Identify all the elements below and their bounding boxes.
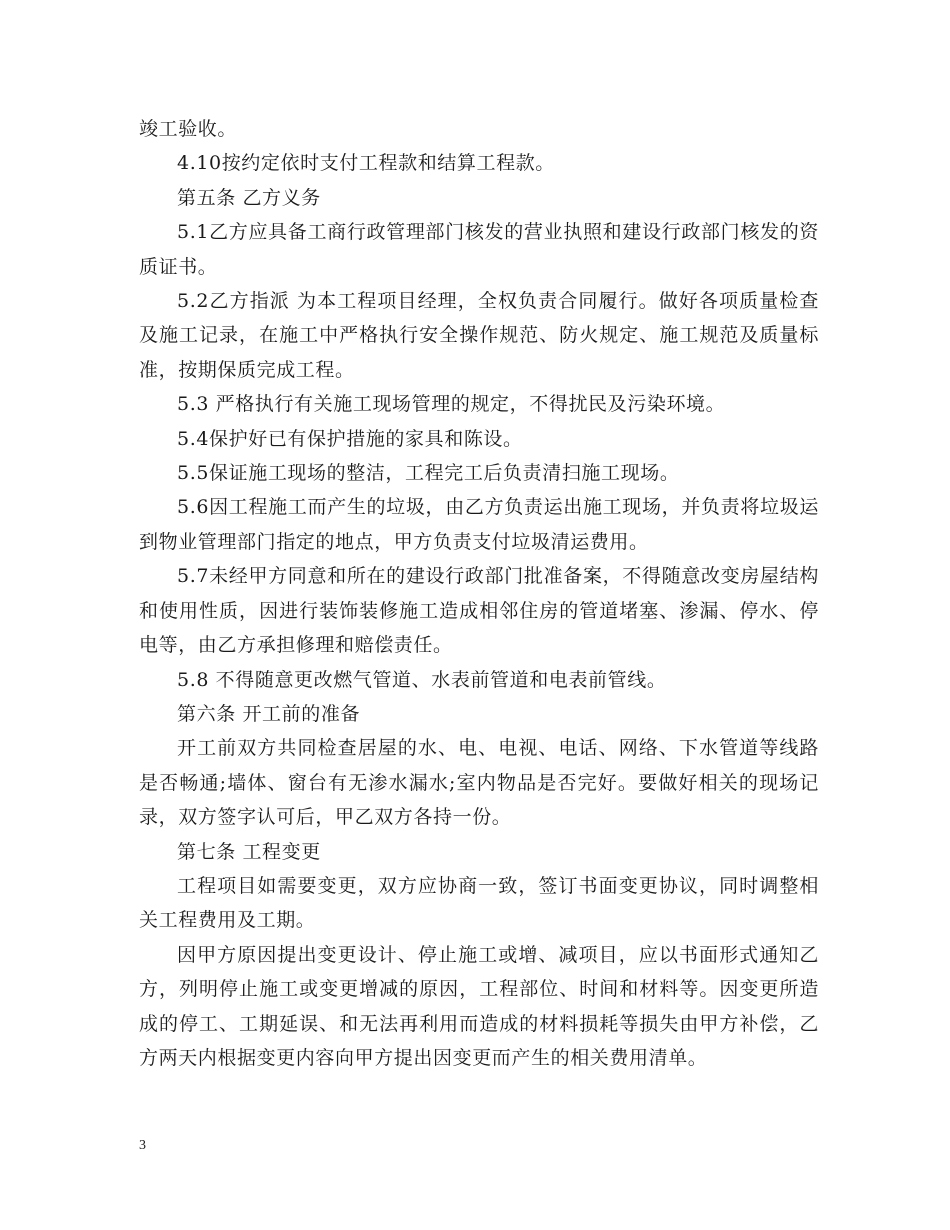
paragraph: 5.4保护好已有保护措施的家具和陈设。 bbox=[177, 427, 523, 450]
paragraph: 5.7未经甲方同意和所在的建设行政部门批准备案，不得随意改变房屋结构和使用性质，因进行装饰装修施工造成相邻住房的管道堵塞、渗漏、停水、停电等，由乙方承担修理和赔偿责任。 bbox=[139, 565, 819, 657]
section-heading: 第七条 工程变更 bbox=[177, 840, 321, 863]
paragraph: 工程项目如需要变更，双方应协商一致，签订书面变更协议，同时调整相关工程费用及工期。 bbox=[139, 874, 819, 932]
paragraph: 4.10按约定依时支付工程款和结算工程款。 bbox=[177, 152, 555, 175]
document-body bbox=[139, 112, 819, 1075]
paragraph: 开工前双方共同检查居屋的水、电、电视、电话、网络、下水管道等线路是否畅通;墙体、窗台有无渗水漏水;室内物品是否完好。要做好相关的现场记录，双方签字认可后，甲乙双方各持一份。 bbox=[139, 737, 819, 829]
paragraph: 竣工验收。 bbox=[139, 118, 238, 140]
page-number: 3 bbox=[139, 1138, 146, 1153]
paragraph: 5.1乙方应具备工商行政管理部门核发的营业执照和建设行政部门核发的资质证书。 bbox=[139, 221, 819, 278]
paragraph: 5.5保证施工现场的整洁，工程完工后负责清扫施工现场。 bbox=[177, 462, 680, 485]
paragraph: 5.3 严格执行有关施工现场管理的规定，不得扰民及污染环境。 bbox=[177, 393, 726, 416]
paragraph: 5.2乙方指派 为本工程项目经理，全权负责合同履行。做好各项质量检查及施工记录，在施工中严格执行安全操作规范、防火规定、施工规范及质量标准，按期保质完成工程。 bbox=[139, 290, 819, 381]
section-heading: 第六条 开工前的准备 bbox=[177, 702, 361, 725]
paragraph: 5.8 不得随意更改燃气管道、水表前管道和电表前管线。 bbox=[177, 668, 667, 691]
section-heading: 第五条 乙方义务 bbox=[177, 186, 321, 209]
paragraph: 5.6因工程施工而产生的垃圾，由乙方负责运出施工现场，并负责将垃圾运到物业管理部门指定的地点，甲方负责支付垃圾清运费用。 bbox=[139, 496, 819, 553]
paragraph: 因甲方原因提出变更设计、停止施工或增、减项目，应以书面形式通知乙方，列明停止施工或变更增减的原因，工程部位、时间和材料等。因变更所造成的停工、工期延误、和无法再利用而造成的材料损耗等损失由甲方补偿，乙方两天内根据变更内容向甲方提出因变更而产生的相关费用清单。 bbox=[139, 943, 819, 1069]
